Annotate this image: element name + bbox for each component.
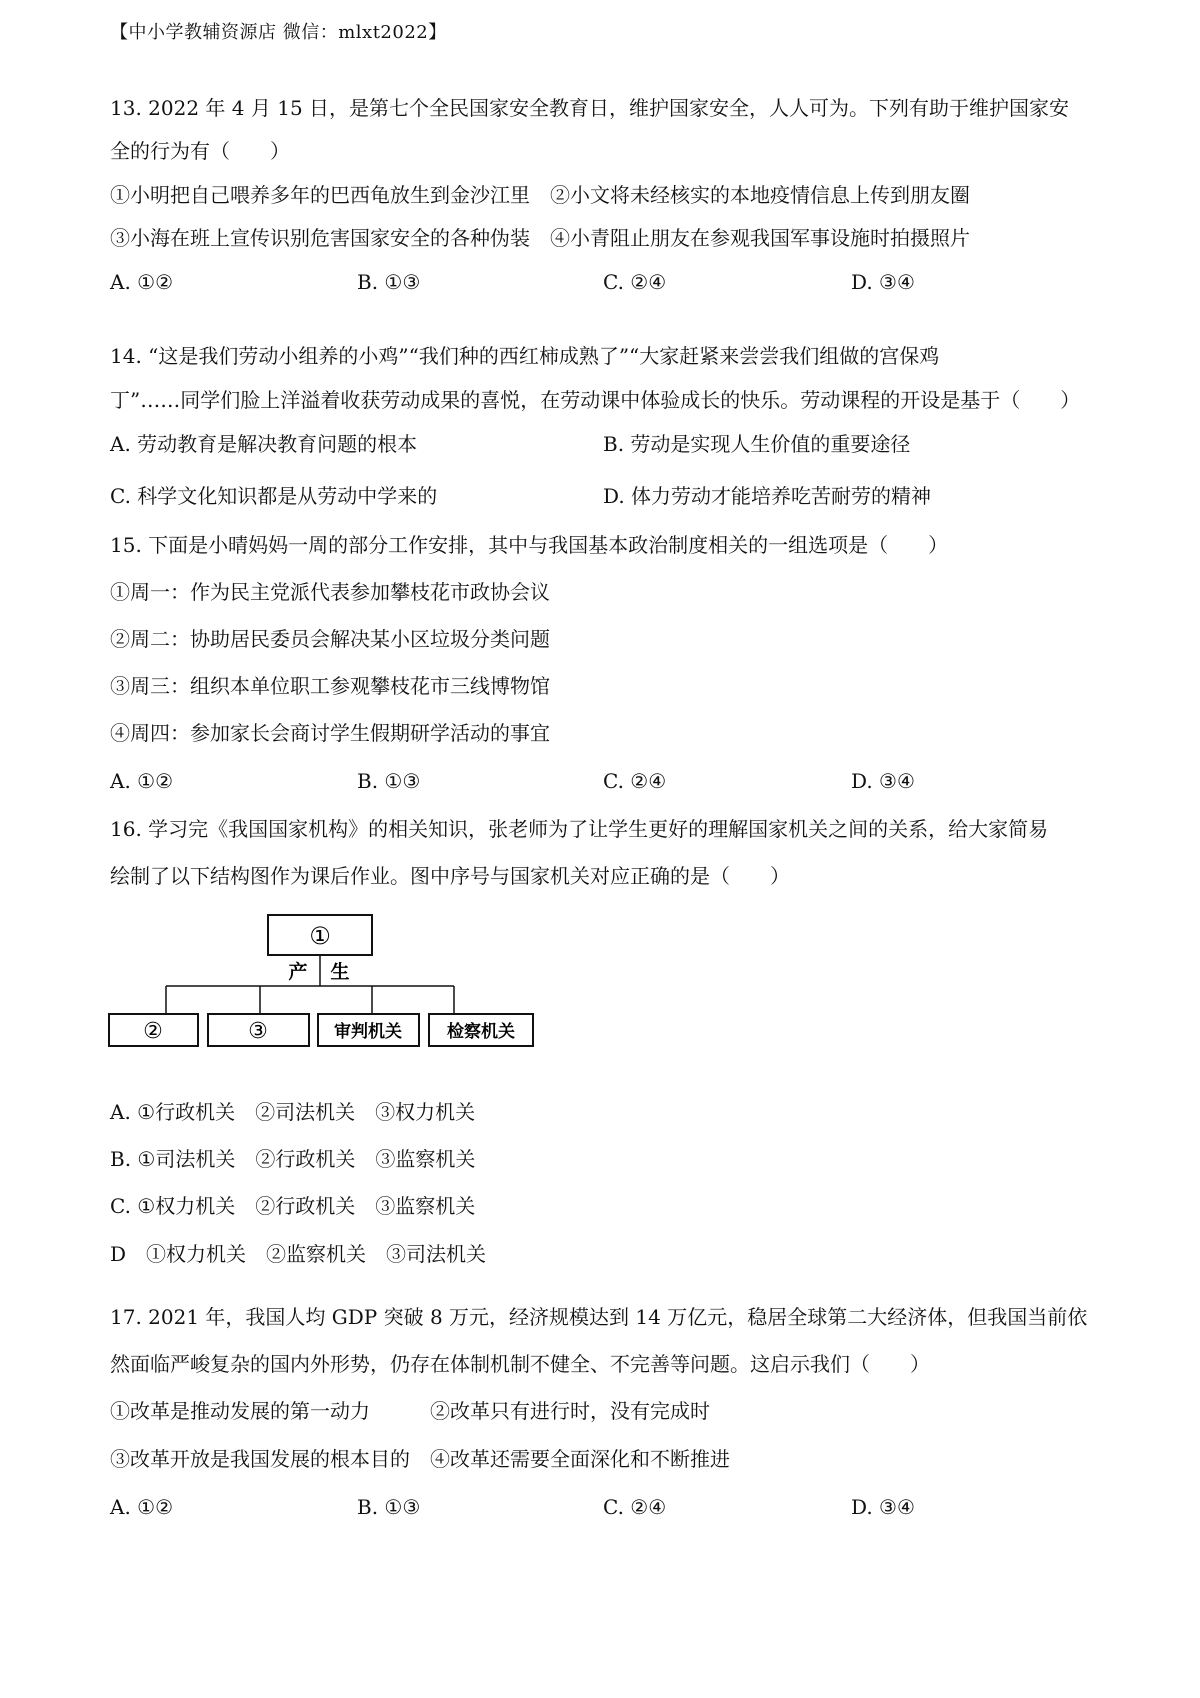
state-organs-structure-diagram bbox=[108, 914, 538, 1048]
q17-option-a: A. ①② bbox=[110, 1495, 174, 1519]
diagram-box-procuratorial-label: 检察机关 bbox=[447, 1022, 515, 1042]
q13-statement-1: ①小明把自己喂养多年的巴西龟放生到金沙江里 ②小文将未经核实的本地疫情信息上传到朋友圈 bbox=[110, 183, 970, 207]
q15-option-a: A. ①② bbox=[110, 769, 174, 793]
q17-stem-line-1: 17. 2021 年，我国人均 GDP 突破 8 万元，经济规模达到 14 万亿元，稳居全球第二大经济体，但我国当前依 bbox=[110, 1305, 1088, 1329]
q15-statement-1: ①周一：作为民主党派代表参加攀枝花市政协会议 bbox=[110, 580, 550, 604]
q17-option-c: C. ②④ bbox=[603, 1495, 667, 1519]
q14-option-b: B. 劳动是实现人生价值的重要途径 bbox=[603, 432, 911, 456]
q17-option-d: D. ③④ bbox=[851, 1495, 915, 1519]
q13-option-c: C. ②④ bbox=[603, 270, 667, 294]
q16-option-b: B. ①司法机关 ②行政机关 ③监察机关 bbox=[110, 1147, 476, 1171]
q13-stem-line-1: 13. 2022 年 4 月 15 日，是第七个全民国家安全教育日，维护国家安全，人人可为。下列有助于维护国家安 bbox=[110, 96, 1070, 120]
q16-stem-line-2: 绘制了以下结构图作为课后作业。图中序号与国家机关对应正确的是（ ） bbox=[110, 864, 790, 888]
q13-stem-line-2: 全的行为有（ ） bbox=[110, 139, 290, 163]
q17-statement-2: ③改革开放是我国发展的根本目的 ④改革还需要全面深化和不断推进 bbox=[110, 1447, 730, 1471]
q15-stem: 15. 下面是小晴妈妈一周的部分工作安排，其中与我国基本政治制度相关的一组选项是（ ） bbox=[110, 533, 949, 557]
q17-stem-line-2: 然面临严峻复杂的国内外形势，仍存在体制机制不健全、不完善等问题。这启示我们（ ） bbox=[110, 1352, 930, 1376]
q15-statement-3: ③周三：组织本单位职工参观攀枝花市三线博物馆 bbox=[110, 674, 550, 698]
q16-option-c: C. ①权力机关 ②行政机关 ③监察机关 bbox=[110, 1194, 476, 1218]
q15-statement-2: ②周二：协助居民委员会解决某小区垃圾分类问题 bbox=[110, 627, 550, 651]
diagram-connector-right: 生 bbox=[330, 961, 350, 983]
diagram-box-judicial-label: 审判机关 bbox=[334, 1022, 402, 1042]
q13-statement-2: ③小海在班上宣传识别危害国家安全的各种伪装 ④小青阻止朋友在参观我国军事设施时拍摄照片 bbox=[110, 226, 970, 250]
q16-option-d: D ①权力机关 ②监察机关 ③司法机关 bbox=[110, 1242, 487, 1266]
q17-option-b: B. ①③ bbox=[357, 1495, 421, 1519]
q13-option-b: B. ①③ bbox=[357, 270, 421, 294]
q16-stem-line-1: 16. 学习完《我国国家机构》的相关知识，张老师为了让学生更好的理解国家机关之间的关系，给大家简易 bbox=[110, 817, 1049, 841]
diagram-box-2-label: ② bbox=[143, 1019, 163, 1044]
q13-option-d: D. ③④ bbox=[851, 270, 915, 294]
q15-option-d: D. ③④ bbox=[851, 769, 915, 793]
page-header: 【中小学教辅资源店 微信：mlxt2022】 bbox=[110, 22, 447, 43]
q15-option-c: C. ②④ bbox=[603, 769, 667, 793]
q14-option-d: D. 体力劳动才能培养吃苦耐劳的精神 bbox=[603, 484, 932, 508]
q16-option-a: A. ①行政机关 ②司法机关 ③权力机关 bbox=[110, 1100, 476, 1124]
q14-stem-line-2: 丁”……同学们脸上洋溢着收获劳动成果的喜悦，在劳动课中体验成长的快乐。劳动课程的开设是基于（ ） bbox=[110, 388, 1081, 412]
q17-statement-1: ①改革是推动发展的第一动力 ②改革只有进行时，没有完成时 bbox=[110, 1399, 710, 1423]
q15-statement-4: ④周四：参加家长会商讨学生假期研学活动的事宜 bbox=[110, 721, 550, 745]
q13-option-a: A. ①② bbox=[110, 270, 174, 294]
q14-option-c: C. 科学文化知识都是从劳动中学来的 bbox=[110, 484, 438, 508]
q15-option-b: B. ①③ bbox=[357, 769, 421, 793]
diagram-svg bbox=[108, 914, 538, 1048]
q14-option-a: A. 劳动教育是解决教育问题的根本 bbox=[110, 432, 418, 456]
diagram-box-3-label: ③ bbox=[248, 1019, 268, 1044]
q14-stem-line-1: 14. “这是我们劳动小组养的小鸡”“我们种的西红柿成熟了”“大家赶紧来尝尝我们组做的宫保鸡 bbox=[110, 344, 940, 368]
diagram-connector-left: 产 bbox=[288, 961, 308, 983]
diagram-top-label: ① bbox=[309, 922, 331, 950]
